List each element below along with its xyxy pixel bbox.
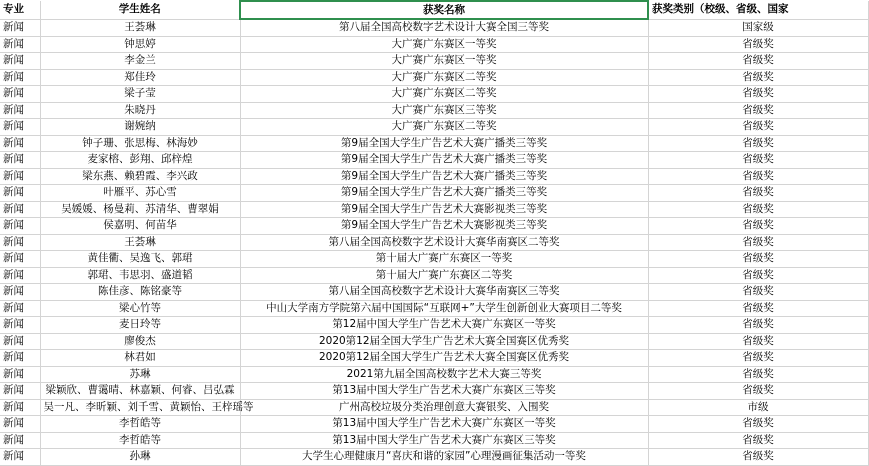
student-name-cell[interactable]: 谢婉纳 <box>40 119 240 136</box>
major-cell[interactable]: 新闻 <box>0 284 40 301</box>
award-level-cell[interactable]: 国家级 <box>648 19 868 36</box>
award-level-cell[interactable]: 省级奖 <box>648 185 868 202</box>
award-name-cell[interactable]: 大学生心理健康月“喜庆和谐的家园”心理漫画征集活动一等奖 <box>240 449 648 466</box>
award-level-cell[interactable]: 省级奖 <box>648 350 868 367</box>
major-cell[interactable]: 新闻 <box>0 399 40 416</box>
award-level-cell[interactable]: 省级奖 <box>648 234 868 251</box>
award-name-cell[interactable]: 第9届全国大学生广告艺术大赛广播类三等奖 <box>240 168 648 185</box>
table-row <box>0 168 868 185</box>
student-name-cell[interactable]: 苏琳 <box>40 366 240 383</box>
student-name-cell[interactable]: 郑佳玲 <box>40 69 240 86</box>
award-name-cell[interactable]: 大广赛广东赛区二等奖 <box>240 119 648 136</box>
header-major[interactable]: 专业 <box>0 1 40 19</box>
award-name-cell[interactable]: 大广赛广东赛区二等奖 <box>240 69 648 86</box>
major-cell[interactable]: 新闻 <box>0 119 40 136</box>
major-cell[interactable]: 新闻 <box>0 185 40 202</box>
table-row <box>0 267 868 284</box>
award-level-cell[interactable]: 省级奖 <box>648 333 868 350</box>
major-cell[interactable]: 新闻 <box>0 218 40 235</box>
major-cell[interactable]: 新闻 <box>0 19 40 36</box>
table-row <box>0 317 868 334</box>
student-name-cell[interactable]: 梁心竹等 <box>40 300 240 317</box>
award-name-cell[interactable]: 第12届中国大学生广告艺术大赛广东赛区一等奖 <box>240 317 648 334</box>
award-level-cell[interactable]: 省级奖 <box>648 251 868 268</box>
major-cell[interactable]: 新闻 <box>0 69 40 86</box>
major-cell[interactable]: 新闻 <box>0 53 40 70</box>
major-cell[interactable]: 新闻 <box>0 234 40 251</box>
award-level-cell[interactable]: 省级奖 <box>648 119 868 136</box>
award-level-cell[interactable]: 省级奖 <box>648 102 868 119</box>
student-name-cell[interactable]: 黄佳衢、吴逸飞、郭珺 <box>40 251 240 268</box>
major-cell[interactable]: 新闻 <box>0 416 40 433</box>
award-name-cell[interactable]: 第八届全国高校数字艺术设计大赛华南赛区二等奖 <box>240 234 648 251</box>
table-row <box>0 300 868 317</box>
student-name-cell[interactable]: 侯嘉明、何苗华 <box>40 218 240 235</box>
table-row <box>0 432 868 449</box>
award-level-cell[interactable]: 省级奖 <box>648 432 868 449</box>
table-row <box>0 53 868 70</box>
award-level-cell[interactable]: 省级奖 <box>648 383 868 400</box>
major-cell[interactable]: 新闻 <box>0 86 40 103</box>
award-name-cell[interactable]: 第13届中国大学生广告艺术大赛广东赛区一等奖 <box>240 416 648 433</box>
major-cell[interactable]: 新闻 <box>0 168 40 185</box>
header-row <box>0 1 868 19</box>
student-name-cell[interactable]: 王荟琳 <box>40 19 240 36</box>
table-body <box>0 19 868 465</box>
major-cell[interactable]: 新闻 <box>0 350 40 367</box>
major-cell[interactable]: 新闻 <box>0 300 40 317</box>
header-award-level[interactable]: 获奖类别（校级、省级、国家 <box>648 1 868 19</box>
table-row <box>0 152 868 169</box>
table-row <box>0 449 868 466</box>
award-level-cell[interactable]: 省级奖 <box>648 300 868 317</box>
award-level-cell[interactable]: 省级奖 <box>648 152 868 169</box>
major-cell[interactable]: 新闻 <box>0 135 40 152</box>
table-row <box>0 185 868 202</box>
header-award-name[interactable]: 获奖名称 <box>240 1 648 19</box>
award-level-cell[interactable]: 市级 <box>648 399 868 416</box>
award-name-cell[interactable]: 第9届全国大学生广告艺术大赛影视类三等奖 <box>240 201 648 218</box>
table-row <box>0 350 868 367</box>
award-name-cell[interactable]: 第13届中国大学生广告艺术大赛广东赛区三等奖 <box>240 432 648 449</box>
student-name-cell[interactable]: 麦家榕、彭翔、邱梓煌 <box>40 152 240 169</box>
award-level-cell[interactable]: 省级奖 <box>648 69 868 86</box>
student-name-cell[interactable]: 陈佳彦、陈铭豪等 <box>40 284 240 301</box>
student-name-cell[interactable]: 梁颖欣、曹霭晴、林嘉颖、何睿、吕弘霖 <box>40 383 240 400</box>
award-name-cell[interactable]: 大广赛广东赛区一等奖 <box>240 53 648 70</box>
student-name-cell[interactable]: 吴媛媛、杨曼莉、苏清华、曹翠娟 <box>40 201 240 218</box>
major-cell[interactable]: 新闻 <box>0 366 40 383</box>
student-name-cell[interactable]: 叶雁平、苏心雪 <box>40 185 240 202</box>
award-level-cell[interactable]: 省级奖 <box>648 267 868 284</box>
award-name-cell[interactable]: 广州高校垃圾分类治理创意大赛银奖、入围奖 <box>240 399 648 416</box>
award-level-cell[interactable]: 省级奖 <box>648 36 868 53</box>
major-cell[interactable]: 新闻 <box>0 152 40 169</box>
table-row <box>0 201 868 218</box>
major-cell[interactable]: 新闻 <box>0 201 40 218</box>
student-name-cell[interactable]: 李金兰 <box>40 53 240 70</box>
award-name-cell[interactable]: 第13届中国大学生广告艺术大赛广东赛区三等奖 <box>240 383 648 400</box>
table-row <box>0 69 868 86</box>
major-cell[interactable]: 新闻 <box>0 36 40 53</box>
student-name-cell[interactable]: 麦日玲等 <box>40 317 240 334</box>
award-name-cell[interactable]: 第八届全国高校数字艺术设计大赛全国三等奖 <box>240 19 648 36</box>
award-name-cell[interactable]: 2020第12届全国大学生广告艺术大赛全国赛区优秀奖 <box>240 333 648 350</box>
student-name-cell[interactable]: 李哲皓等 <box>40 432 240 449</box>
student-name-cell[interactable]: 钟子珊、张思梅、林海妙 <box>40 135 240 152</box>
award-name-cell[interactable]: 2021第九届全国高校数字艺术大赛三等奖 <box>240 366 648 383</box>
major-cell[interactable]: 新闻 <box>0 251 40 268</box>
award-name-cell[interactable]: 大广赛广东赛区三等奖 <box>240 102 648 119</box>
major-cell[interactable]: 新闻 <box>0 102 40 119</box>
student-name-cell[interactable]: 梁东燕、赖碧霞、李兴政 <box>40 168 240 185</box>
award-name-cell[interactable]: 大广赛广东赛区一等奖 <box>240 36 648 53</box>
table-row <box>0 399 868 416</box>
award-name-cell[interactable]: 大广赛广东赛区二等奖 <box>240 86 648 103</box>
award-level-cell[interactable]: 省级奖 <box>648 218 868 235</box>
student-name-cell[interactable]: 吴一凡、李昕颖、刘千雪、黄颖怡、王梓瑶等 <box>40 399 240 416</box>
student-name-cell[interactable]: 孙琳 <box>40 449 240 466</box>
award-level-cell[interactable]: 省级奖 <box>648 317 868 334</box>
student-name-cell[interactable]: 梁子莹 <box>40 86 240 103</box>
award-level-cell[interactable]: 省级奖 <box>648 168 868 185</box>
major-cell[interactable]: 新闻 <box>0 383 40 400</box>
award-name-cell[interactable]: 第十届大广赛广东赛区一等奖 <box>240 251 648 268</box>
award-name-cell[interactable]: 2020第12届全国大学生广告艺术大赛全国赛区优秀奖 <box>240 350 648 367</box>
table-row <box>0 218 868 235</box>
award-level-cell[interactable]: 省级奖 <box>648 201 868 218</box>
award-level-cell[interactable]: 省级奖 <box>648 449 868 466</box>
award-name-cell[interactable]: 第9届全国大学生广告艺术大赛广播类三等奖 <box>240 135 648 152</box>
major-cell[interactable]: 新闻 <box>0 317 40 334</box>
award-level-cell[interactable]: 省级奖 <box>648 53 868 70</box>
table-row <box>0 86 868 103</box>
student-name-cell[interactable]: 钟思婷 <box>40 36 240 53</box>
header-student-name[interactable]: 学生姓名 <box>40 1 240 19</box>
award-level-cell[interactable]: 省级奖 <box>648 135 868 152</box>
table-row <box>0 284 868 301</box>
award-name-cell[interactable]: 第9届全国大学生广告艺术大赛广播类三等奖 <box>240 185 648 202</box>
table-row <box>0 119 868 136</box>
award-level-cell[interactable]: 省级奖 <box>648 284 868 301</box>
student-name-cell[interactable]: 廖俊杰 <box>40 333 240 350</box>
student-name-cell[interactable]: 朱晓丹 <box>40 102 240 119</box>
table-row <box>0 251 868 268</box>
table-row <box>0 333 868 350</box>
award-name-cell[interactable]: 第9届全国大学生广告艺术大赛广播类三等奖 <box>240 152 648 169</box>
table-row <box>0 19 868 36</box>
student-name-cell[interactable]: 郭珺、韦思羽、盛道韬 <box>40 267 240 284</box>
major-cell[interactable]: 新闻 <box>0 267 40 284</box>
award-name-cell[interactable]: 第十届大广赛广东赛区二等奖 <box>240 267 648 284</box>
major-cell[interactable]: 新闻 <box>0 449 40 466</box>
award-name-cell[interactable]: 第八届全国高校数字艺术设计大赛华南赛区三等奖 <box>240 284 648 301</box>
student-name-cell[interactable]: 林君如 <box>40 350 240 367</box>
award-level-cell[interactable]: 省级奖 <box>648 86 868 103</box>
award-level-cell[interactable]: 省级奖 <box>648 366 868 383</box>
table-row <box>0 366 868 383</box>
table-row <box>0 383 868 400</box>
major-cell[interactable]: 新闻 <box>0 333 40 350</box>
table-row <box>0 36 868 53</box>
table-row <box>0 135 868 152</box>
table-row <box>0 416 868 433</box>
award-name-cell[interactable]: 第9届全国大学生广告艺术大赛影视类三等奖 <box>240 218 648 235</box>
award-level-cell[interactable]: 省级奖 <box>648 416 868 433</box>
award-name-cell[interactable]: 中山大学南方学院第六届中国国际“互联网+”大学生创新创业大赛项目二等奖 <box>240 300 648 317</box>
table-row <box>0 234 868 251</box>
student-name-cell[interactable]: 王荟琳 <box>40 234 240 251</box>
table-row <box>0 102 868 119</box>
student-name-cell[interactable]: 李哲皓等 <box>40 416 240 433</box>
major-cell[interactable]: 新闻 <box>0 432 40 449</box>
